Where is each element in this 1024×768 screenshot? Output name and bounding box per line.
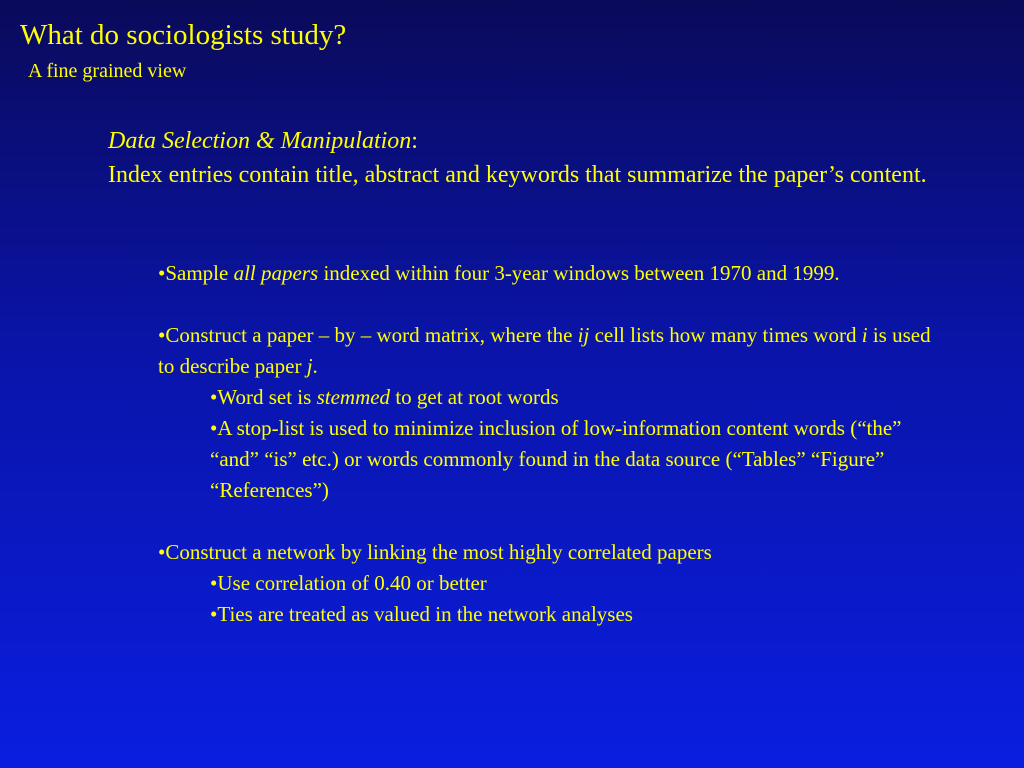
slide-title: What do sociologists study? (20, 19, 347, 51)
bullet-sample-post: indexed within four 3-year windows between 1970 and 1999. (318, 261, 840, 285)
slide-subtitle: A fine grained view (28, 60, 187, 82)
sub-bullet-stemmed-pre: •Word set is (210, 385, 317, 409)
bullet-matrix-part3: is used to describe paper (158, 323, 931, 378)
bullet-sample-emphasis: all papers (233, 261, 319, 285)
section-heading (108, 124, 928, 158)
bullet-matrix-part2: cell lists how many times word (589, 323, 862, 347)
bullet-list (158, 258, 948, 630)
bullet-network: •Construct a network by linking the most highly correlated papers (158, 540, 712, 564)
bullet-matrix-part1: •Construct a paper – by – word matrix, where the (158, 323, 578, 347)
bullet-sample-pre: •Sample (158, 261, 234, 285)
section-body: Index entries contain title, abstract and keywords that summarize the paper’s content. (108, 162, 927, 188)
sub-bullet-stemmed-emphasis: stemmed (316, 385, 391, 409)
bullet-matrix-i: i (861, 323, 868, 347)
bullet-matrix-j: j (306, 354, 313, 378)
spacer (158, 289, 948, 320)
bullet-matrix (158, 320, 948, 382)
section-heading-italic: Data Selection & Manipulation (108, 128, 412, 154)
sub-bullet-ties: •Ties are treated as valued in the network analyses (210, 602, 633, 626)
section-intro (108, 124, 928, 192)
bullet-matrix-part4: . (312, 354, 318, 378)
bullet-sample (158, 258, 948, 289)
bullet-matrix-ij: ij (577, 323, 590, 347)
section-heading-colon: : (411, 128, 418, 154)
spacer (158, 506, 948, 537)
sub-bullet-stemmed (210, 382, 948, 413)
sub-bullet-correlation: •Use correlation of 0.40 or better (210, 571, 487, 595)
sub-bullet-stoplist: •A stop-list is used to minimize inclusion of low-information content words (“the” “and” “is” etc.) or words commonly found in the data source (“Tables” “Figure” “References”) (210, 416, 902, 502)
sub-bullet-stemmed-post: to get at root words (390, 385, 559, 409)
